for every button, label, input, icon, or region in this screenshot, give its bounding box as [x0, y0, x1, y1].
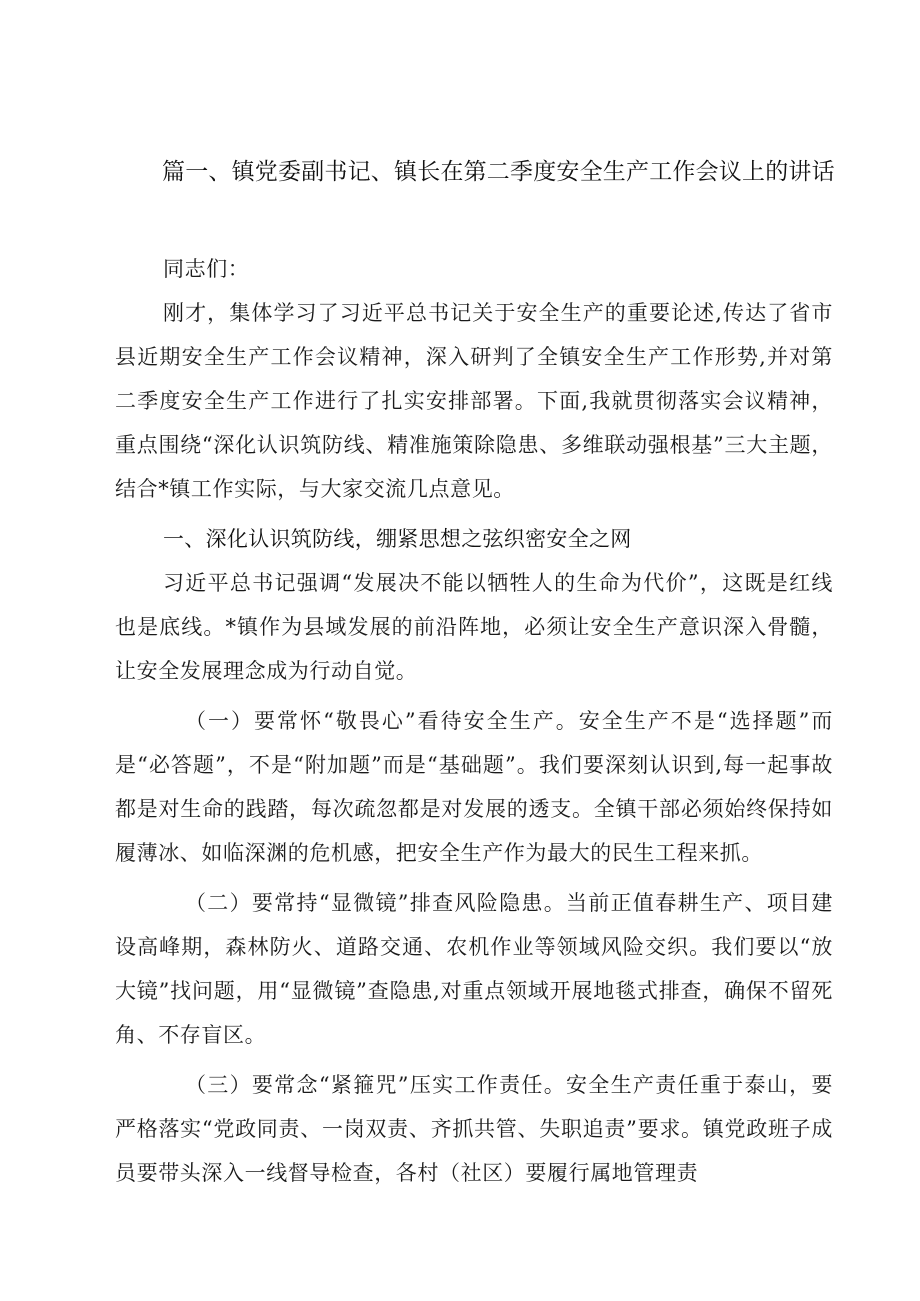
intro-paragraph: 刚才，集体学习了习近平总书记关于安全生产的重要论述,传达了省市县近期安全生产工作会议精神，深入研判了全镇安全生产工作形势,并对第二季度安全生产工作进行了扎实安排部署。下面,我就贯彻落实会议精神，重点围绕“深化认识筑防线、精准施策除隐患、多维联动强根基”三大主题，结合*镇工作实际，与大家交流几点意见。	[115, 301, 833, 501]
document-title: 篇一、镇党委副书记、镇长在第二季度安全生产工作会议上的讲话	[162, 159, 835, 185]
section-heading-1: 一、深化认识筑防线，绷紧思想之弦织密安全之网	[163, 527, 632, 551]
document-body	[115, 247, 833, 1195]
salutation: 同志们：	[163, 257, 250, 281]
item-2-paragraph: （二）要常持“显微镜”排查风险隐患。当前正值春耕生产、项目建设高峰期，森林防火、道路交通、农机作业等领域风险交织。我们要以“放大镜”找问题，用“显微镜”查隐患,对重点领域开展地毯式排查，确保不留死角、不存盲区。	[115, 891, 833, 1047]
section1-lead-paragraph: 习近平总书记强调“发展决不能以牺牲人的生命为代价”，这既是红线也是底线。*镇作为县域发展的前沿阵地，必须让安全生产意识深入骨髓，让安全发展理念成为行动自觉。	[115, 571, 833, 683]
item-3-paragraph: （三）要常念“紧箍咒”压实工作责任。安全生产责任重于泰山，要严格落实“党政同责、一岗双责、齐抓共管、失职追责”要求。镇党政班子成员要带头深入一线督导检查，各村（社区）要履行属地管理责	[115, 1073, 833, 1185]
item-1-paragraph: （一）要常怀“敬畏心”看待安全生产。安全生产不是“选择题”而是“必答题”，不是“附加题”而是“基础题”。我们要深刻认识到,每一起事故都是对生命的践踏，每次疏忽都是对发展的透支。全镇干部必须始终保持如履薄冰、如临深渊的危机感，把安全生产作为最大的民生工程来抓。	[115, 709, 833, 865]
